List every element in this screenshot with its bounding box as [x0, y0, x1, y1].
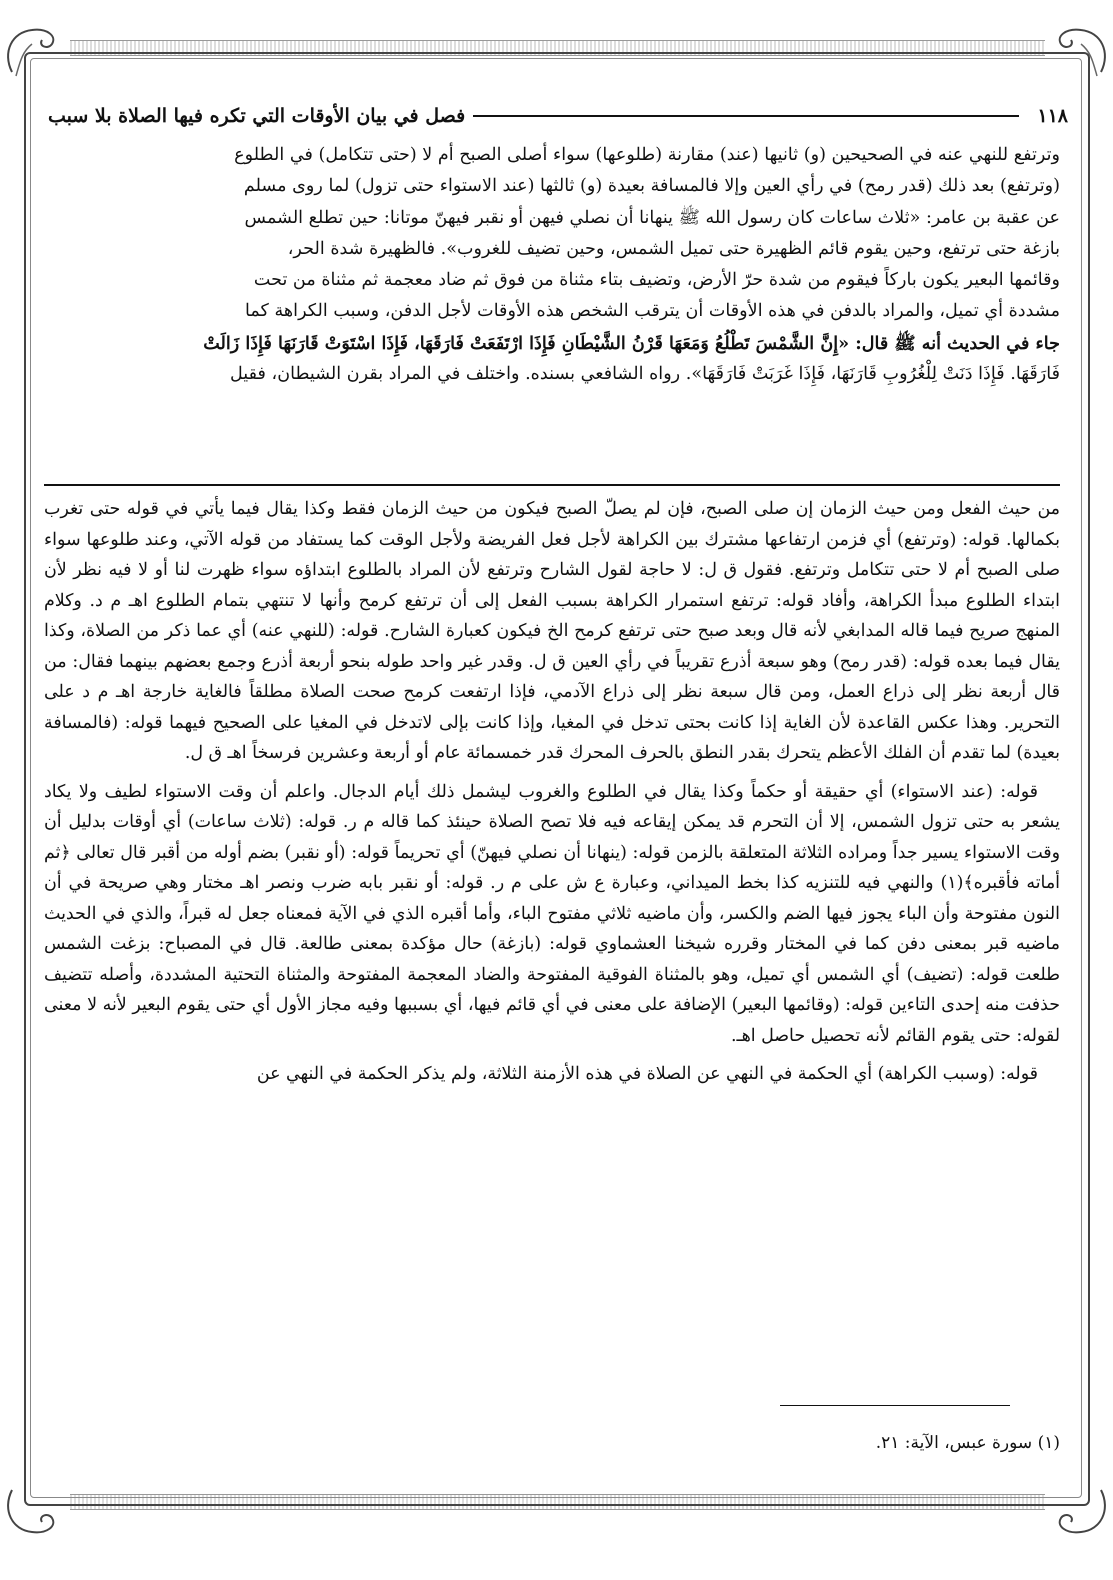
- main-text-line: فَارَقَهَا. فَإِذَا دَنَتْ لِلْغُرُوبِ قَارَنَهَا، فَإِذَا غَرَبَتْ فَارَقَهَا». رواه الشافعي بسنده. واختلف في المراد بقرن الشيطان، فقيل: [229, 364, 1060, 385]
- commentary-paragraph: قوله: (عند الاستواء) أي حقيقة أو حكماً وكذا يقال في الطلوع والغروب ليشمل ذلك أيام الدجال. واعلم أن وقت الاستواء لطيف ولا يكاد يشعر به حتى تزول الشمس، إلا أن التحرم قد يمكن إيقاعه فيه فلا تصح الصلاة حينئذ كما قاله م ر. قوله: (ثلاث ساعات) أي أوقات بدليل أن وقت الاستواء يسير جداً ومراده الثلاثة المتعلقة بالزمن قوله: (ينهانا أن نصلي فيهنّ) أي تحريماً قوله: (أو نقبر) بضم أوله من أقبر قال تعالى ﴿ثم أماته فأقبره﴾(١) والنهي فيه للتنزيه كذا بخط الميداني، وعبارة ع ش على م ر. قوله: أو نقبر بابه ضرب ونصر اهـ مختار وهي صريحة في أن النون مفتوحة وأن الباء يجوز فيها الضم والكسر، وأن ماضيه ثلاثي مفتوح الباء، وأما أقبره الذي في الآية فمعناه جعل له قبراً، والذي في الحديث ماضيه قبر بمعنى دفن كما في المختار وقرره شيخنا العشماوي قوله: (بازغة) حال مؤكدة بمعنى طالعة. قال في المصباح: بزغت الشمس طلعت قوله: (تضيف) أي الشمس أي تميل، وهو بالمثناة الفوقية المفتوحة والضاد المعجمة المفتوحة والمثناة التحتية المشددة، وأصله تتضيف حذفت منه إحدى التاءين قوله: (وقائمها البعير) الإضافة على معنى في أي قائم فيها، أي بسببها وفيه مجاز الأول أي حتى يقوم البعير لأنه لا معنى لقوله: حتى يقوم القائم لأنه تحصيل حاصل اهـ.: [44, 781, 1060, 1046]
- header-rule: [473, 115, 1019, 117]
- footnote: (١) سورة عبس، الآية: ٢١.: [875, 1433, 1060, 1453]
- corner-ornament-icon: [2, 1480, 62, 1540]
- commentary-paragraph: قوله: (وسبب الكراهة) أي الحكمة في النهي عن الصلاة في هذه الأزمنة الثلاثة، ولم يذكر الحكمة في النهي عن: [256, 1064, 1038, 1084]
- corner-ornament-icon: [1051, 22, 1111, 82]
- commentary-paragraph: من حيث الفعل ومن حيث الزمان إن صلى الصبح، فإن لم يصلّ الصبح فيكون من حيث الزمان فقط وكذا يقال فيما يأتي في قوله حتى تغرب بكمالها. قوله: (وترتفع) أي فزمن ارتفاعها مشترك بين الكراهة لأجل فعل الفريضة ولأجل الوقت كما يستفاد من قوله الآتي، وعند طلوعها سواء صلى الصبح أم لا حتى تتكامل وترتفع. فقول ق ل: لا حاجة لقول الشارح وترتفع لأن المراد بالطلوع ابتداؤه سواء ظهرت لنا أو لا فيه نظر لأن ابتداء الطلوع مبدأ الكراهة، وأفاد قوله: ترتفع استمرار الكراهة بسبب الفعل إلى أن ترتفع كرمح وأنها لا تنتهي بتمام الطلوع اهـ م د. وكلام المنهج صريح فيما قاله المدابغي لأنه قال وبعد صبح حتى ترتفع كرمح الخ فيكون كعبارة الشارح. قوله: (للنهي عنه) أي عما ذكر من الصلاة، وكذا يقال فيما بعده قوله: (قدر رمح) وهو سبعة أذرع تقريباً في رأي العين ق ل. وقدر غير واحد طوله بنحو أربعة أذرع وجمع بعضهم بينهما فقال: من قال أربعة نظر إلى ذراع العمل، ومن قال سبعة نظر إلى ذراع الآدمي، فإذا ارتفعت كرمح صحت الصلاة مطلقاً فالغاية خارجة اهـ م د على التحرير. وهذا عكس القاعدة لأن الغاية إذا كانت بحتى تدخل في المغيا، وإذا كانت بإلى لاتدخل في المغيا على الصحيح فيهما قوله: (فالمسافة بعيدة) لما تقدم أن الفلك الأعظم يتحرك بقدر النطق بالحرف المحرك قدر خمسمائة عام أو أربعة وعشرين فرسخاً اهـ ق ل.: [44, 499, 1060, 763]
- footnote-rule: [780, 1405, 1010, 1406]
- main-text-line: (وترتفع) بعد ذلك (قدر رمح) في رأي العين وإلا فالمسافة بعيدة (و) ثالثها (عند الاستواء حتى تزول) لما روى مسلم: [243, 176, 1060, 197]
- main-text-line: عن عقبة بن عامر: «ثلاث ساعات كان رسول الله ﷺ ينهانا أن نصلي فيهن أو نقبر فيهنّ موتانا: حين تطلع الشمس: [244, 207, 1060, 228]
- main-text-line: بازغة حتى ترتفع، وحين يقوم قائم الظهيرة حتى تميل الشمس، وحين تضيف للغروب». فالظهيرة شدة الحر،: [287, 238, 1060, 259]
- section-divider: [44, 484, 1060, 486]
- main-text-line: مشددة أي تميل، والمراد بالدفن في هذه الأوقات أن يترقب الشخص هذه الأوقات لأجل الدفن، وسبب الكراهة كما: [244, 301, 1060, 322]
- main-text-line: جاء في الحديث أنه ﷺ قال: «إِنَّ الشَّمْسَ تَطْلُعُ وَمَعَهَا قَرْنُ الشَّيْطَانِ فَإِذَا ارْتَفَعَتْ فَارَقَهَا، فَإِذَا اسْتَوَتْ قَارَنَهَا فَإِذَا زَالَتْ: [203, 332, 1060, 354]
- commentary: [44, 494, 1060, 1098]
- main-text-line: وترتفع للنهي عنه في الصحيحين (و) ثانيها (عند) مقارنة (طلوعها) سواء أصلى الصبح أم لا (حتى تتكامل) في الطلوع: [234, 145, 1060, 165]
- corner-ornament-icon: [2, 22, 62, 82]
- page-number: ١١٨: [1037, 105, 1068, 127]
- main-text-line: وقائمها البعير يكون باركاً فيقوم من شدة حرّ الأرض، وتضيف بتاء مثناة من فوق ثم ضاد معجمة ثم مثناة من تحت: [253, 270, 1060, 291]
- chapter-title: فصل في بيان الأوقات التي تكره فيها الصلاة بلا سبب: [48, 105, 466, 127]
- corner-ornament-icon: [1051, 1480, 1111, 1540]
- page-header: [48, 100, 1068, 132]
- main-text: [44, 140, 1060, 390]
